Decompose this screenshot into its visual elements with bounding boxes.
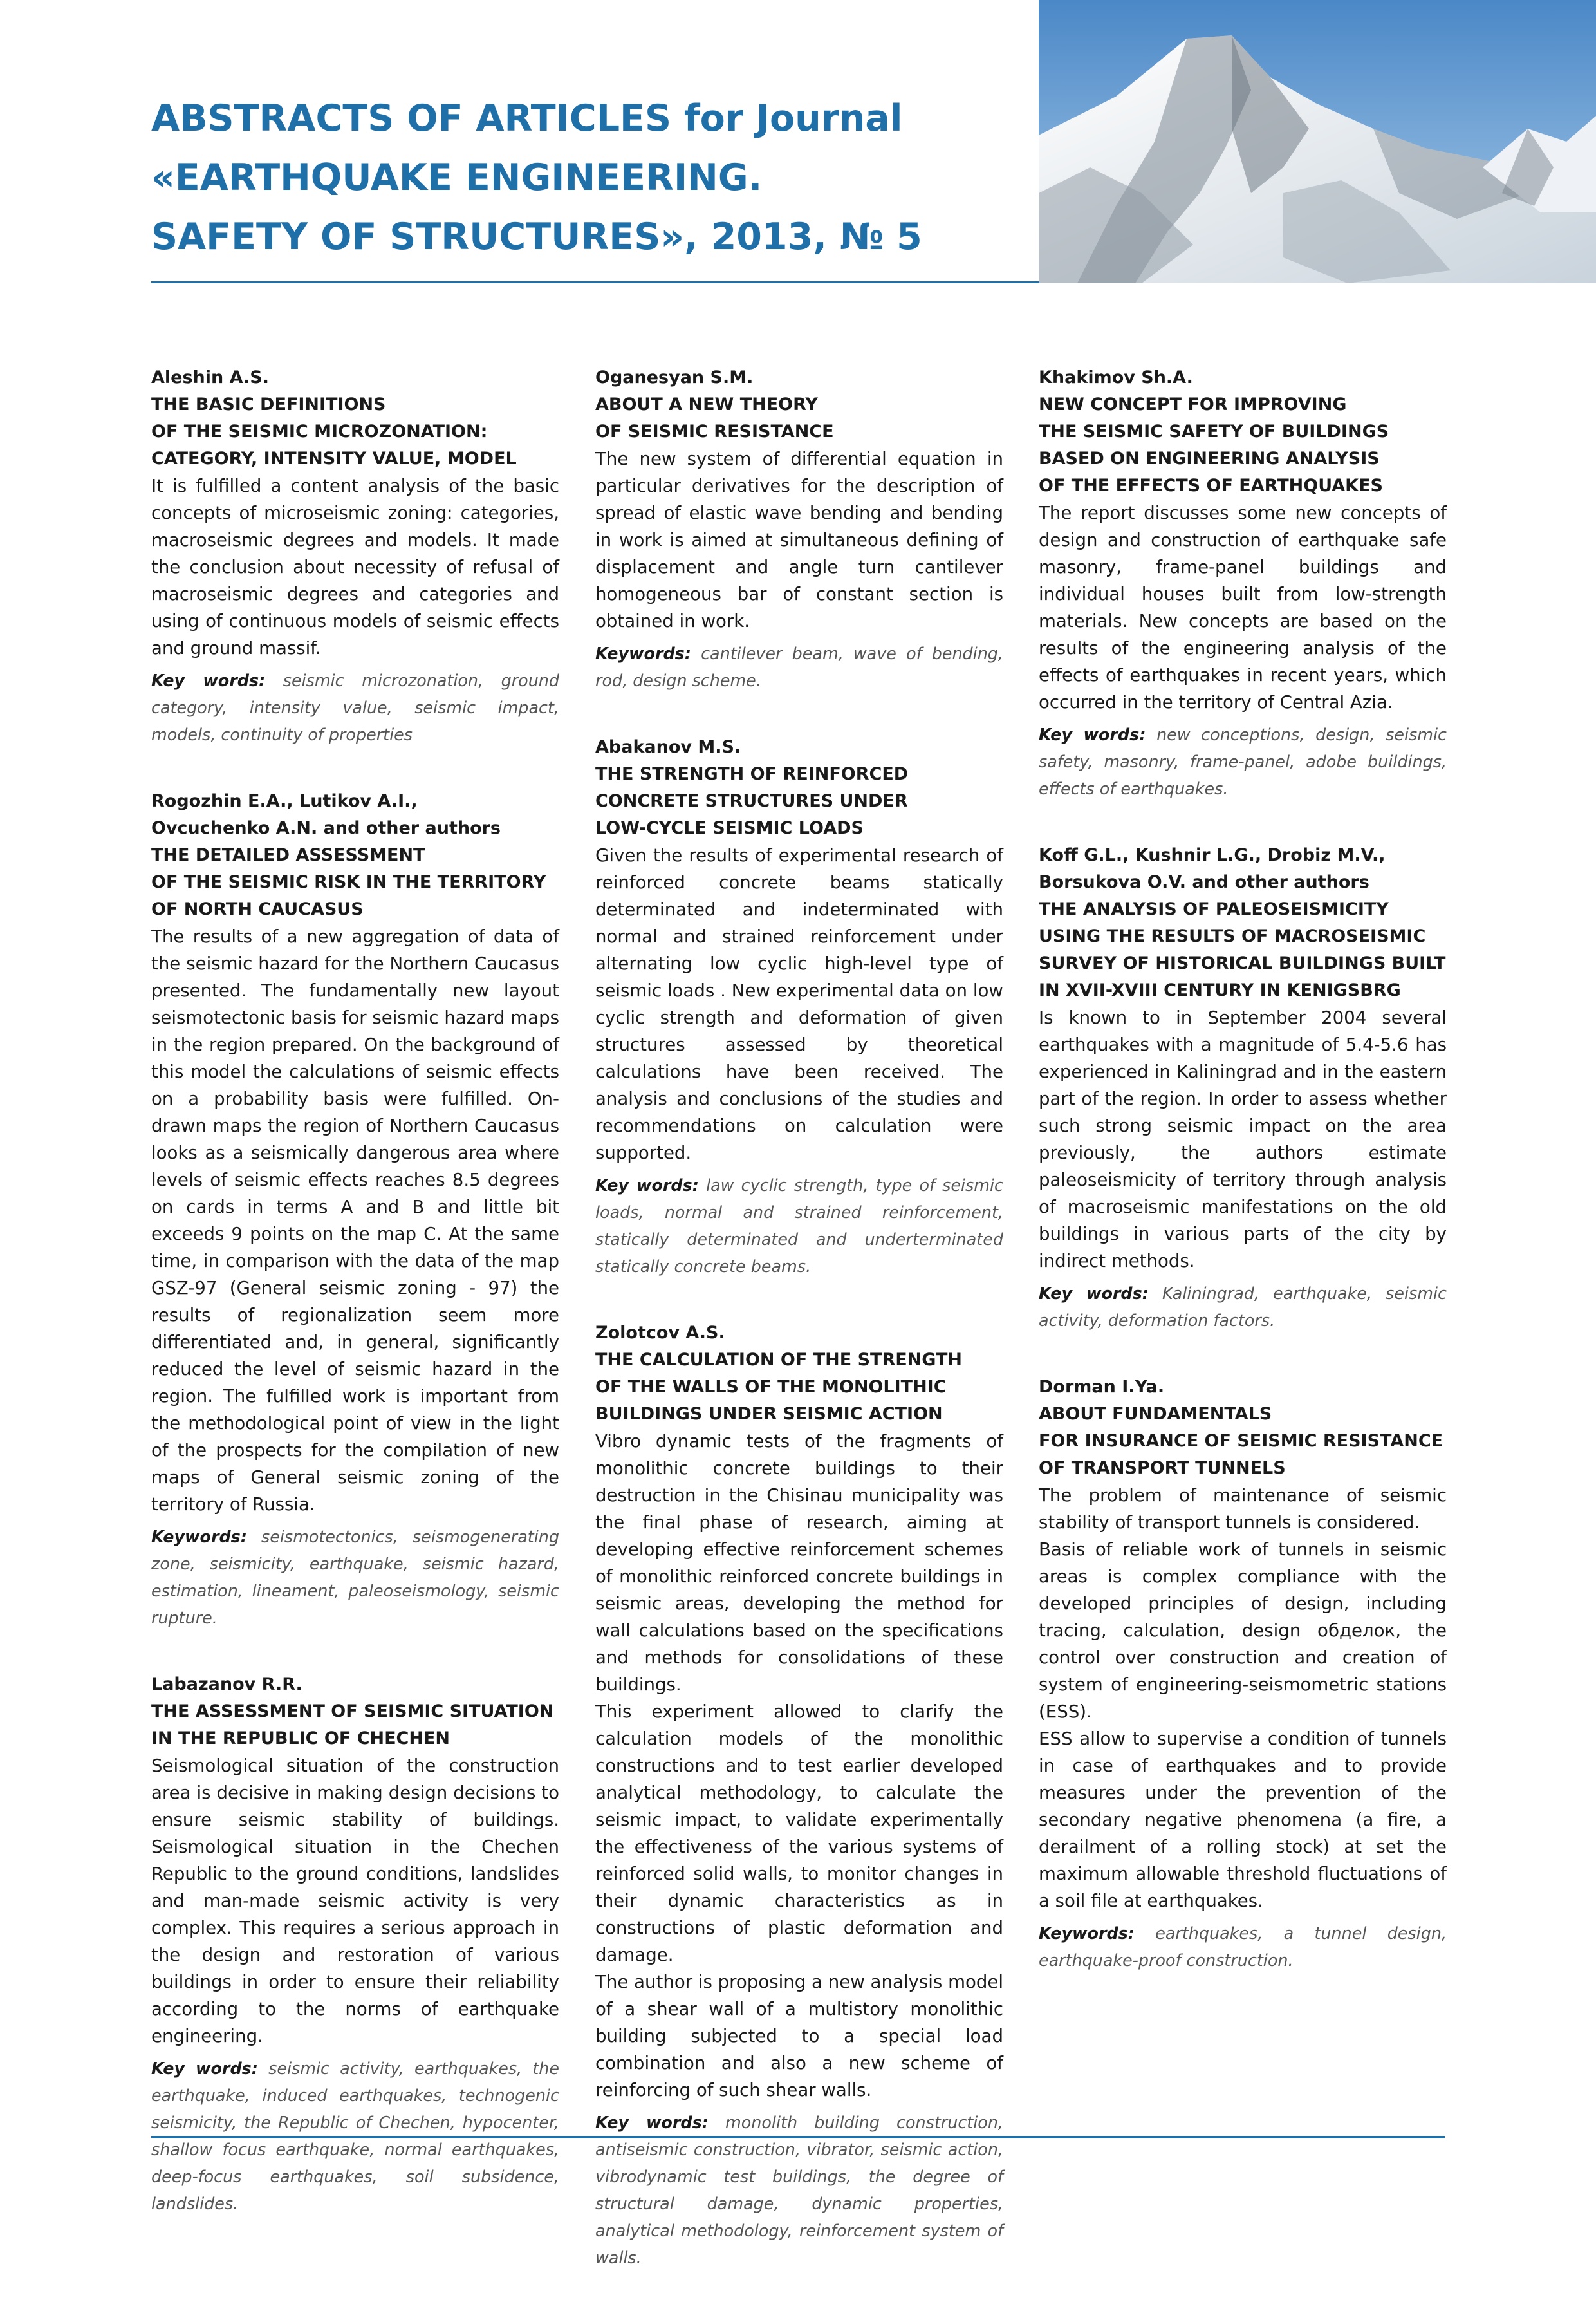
article xyxy=(151,364,559,748)
article-author: Khakimov Sh.A. xyxy=(1039,368,1193,388)
article xyxy=(1039,842,1447,1334)
column-1 xyxy=(151,364,559,2257)
article-keywords xyxy=(1039,1920,1447,1974)
keywords-text: new conceptions, design, seismic safety, masonry, frame-panel, adobe buildings, effects of earthquakes. xyxy=(1039,725,1447,798)
article-title xyxy=(151,391,559,472)
article-keywords xyxy=(151,667,559,748)
article-keywords xyxy=(595,2109,1003,2271)
article-title-line: THE BASIC DEFINITIONS xyxy=(151,395,386,415)
article xyxy=(1039,1374,1447,1974)
keywords-label: Keywords: xyxy=(1039,1923,1135,1943)
page-title-line: «EARTHQUAKE ENGINEERING. xyxy=(151,156,763,199)
header-divider xyxy=(151,281,1039,283)
article-keywords xyxy=(595,640,1003,694)
keywords-text: earthquakes, a tunnel design, earthquake-proof construction. xyxy=(1039,1923,1447,1970)
article-author xyxy=(151,788,559,842)
article-title-line: BUILDINGS UNDER SEISMIC ACTION xyxy=(595,1404,943,1424)
article-keywords xyxy=(1039,721,1447,802)
keywords-text: seismic microzonation, ground category, intensity value, seismic impact, models, continuity of properties xyxy=(151,671,560,744)
page-title xyxy=(151,89,1001,267)
article-abstract: The report discusses some new concepts of design and construction of earthquake safe masonry, frame-panel buildings and individual houses built from low-strength materials. New concepts are based on the results of the engineering analysis of the effects of earthquakes in recent years, which occurred in the territory of Central Azia. xyxy=(1039,502,1447,713)
mountain-image xyxy=(1039,0,1596,283)
keywords-text: seismotectonics, seismogenerating zone, seismicity, earthquake, seismic hazard, estimation, lineament, paleoseismology, seismic rupture. xyxy=(151,1527,559,1627)
article-keywords xyxy=(595,1172,1003,1280)
article-title-line: BASED ON ENGINEERING ANALYSIS xyxy=(1039,449,1380,469)
article-title-line: OF TRANSPORT TUNNELS xyxy=(1039,1458,1286,1478)
article-author: Dorman I.Ya. xyxy=(1039,1377,1165,1397)
article-title-line: THE ANALYSIS OF PALEOSEISMICITY xyxy=(1039,899,1389,919)
article-title-line: CATEGORY, INTENSITY VALUE, MODEL xyxy=(151,449,517,469)
article-author: Oganesyan S.M. xyxy=(595,368,754,388)
article-title-line: OF NORTH CAUCASUS xyxy=(151,899,364,919)
article-keywords xyxy=(1039,1280,1447,1334)
article-abstract: ESS allow to supervise a condition of tunnels in case of earthquakes and to provide measures under the prevention of the secondary negative phenomena (a fire, a derailment of a rolling stock) at set the maximum allowable threshold fluctuations of a soil file at earthquakes. xyxy=(1039,1728,1447,1911)
article-title-line: THE SEISMIC SAFETY OF BUILDINGS xyxy=(1039,422,1389,442)
page-title-line: SAFETY OF STRUCTURES», 2013, № 5 xyxy=(151,216,922,258)
article-abstract: This experiment allowed to clarify the calculation models of the monolithic constructions and to test earlier developed analytical methodology, to calculate the seismic impact, to validate experimentally the effectiveness of the various systems of reinforced solid walls, to monitor changes in their dynamic characteristics as in constructions of plastic deformation and damage. xyxy=(595,1701,1003,1965)
article xyxy=(595,734,1003,1280)
article-title xyxy=(1039,1401,1447,1482)
keywords-label: Key words: xyxy=(151,2059,258,2078)
article-author: Zolotcov A.S. xyxy=(595,1323,725,1343)
article-abstract: The problem of maintenance of seismic stability of transport tunnels is considered. xyxy=(1039,1484,1447,1533)
article-title-line: OF THE WALLS OF THE MONOLITHIC xyxy=(595,1377,947,1397)
article-title xyxy=(1039,896,1447,1004)
article-title xyxy=(595,391,1003,445)
article-title-line: FOR INSURANCE OF SEISMIC RESISTANCE xyxy=(1039,1431,1443,1451)
article-title-line: SURVEY OF HISTORICAL BUILDINGS BUILT xyxy=(1039,953,1446,973)
article-author: Abakanov M.S. xyxy=(595,737,741,757)
keywords-label: Key words: xyxy=(595,1175,699,1195)
article-title xyxy=(151,842,559,923)
keywords-text: law cyclic strength, type of seismic loads, normal and strained reinforcement, statically determinated and underterminated statically concrete beams. xyxy=(595,1175,1003,1276)
article-title xyxy=(595,1347,1003,1428)
article-title-line: ABOUT FUNDAMENTALS xyxy=(1039,1404,1272,1424)
article-title-line: OF THE SEISMIC RISK IN THE TERRITORY xyxy=(151,872,546,892)
article-abstract: Vibro dynamic tests of the fragments of monolithic concrete buildings to their destruction in the Chisinau municipality was the final phase of research, aiming at developing effective reinforcement schemes of monolithic reinforced concrete buildings in seismic areas, developing the method for wall calculations based on the specifications and methods for consolidations of these buildings. xyxy=(595,1430,1003,1695)
article-title-line: OF THE EFFECTS OF EARTHQUAKES xyxy=(1039,476,1383,496)
article xyxy=(595,364,1003,694)
article-abstract: The author is proposing a new analysis model of a shear wall of a multistory monolithic building subjected to a special load combination and also a new scheme of reinforcing of such shear walls. xyxy=(595,1971,1003,2100)
article-author-line: Borsukova O.V. and other authors xyxy=(1039,872,1369,892)
article-author-line: Rogozhin E.A., Lutikov A.I., xyxy=(151,791,418,811)
keywords-label: Key words: xyxy=(151,671,266,690)
article-author: Labazanov R.R. xyxy=(151,1674,302,1694)
keywords-text: Kaliningrad, earthquake, seismic activity, deformation factors. xyxy=(1039,1284,1447,1330)
article-abstract: It is fulfilled a content analysis of the basic concepts of microseismic zoning: categories, macroseismic degrees and models. It made the conclusion about necessity of refusal of macroseismic degrees and categories and using of continuous models of seismic effects and ground massif. xyxy=(151,475,559,659)
keywords-text: monolith building construction, antiseismic construction, vibrator, seismic action, vibrodynamic test buildings, the degree of structural damage, dynamic properties, analytical methodology, reinforcement system of walls. xyxy=(595,2113,1004,2267)
article-abstract: Given the results of experimental research of reinforced concrete beams statically determinated and indeterminated with normal and strained reinforcement under alternating low cyclic high-level type of seismic loads . New experimental data on low cyclic strength and deformation of given structures assessed by theoretical calculations have been received. The analysis and conclusions of the studies and recommendations on calculation were supported. xyxy=(595,845,1003,1163)
column-3 xyxy=(1039,364,1447,2014)
article-title-line: THE STRENGTH OF REINFORCED xyxy=(595,764,909,784)
article-title-line: IN XVII-XVIII CENTURY IN KENIGSBRG xyxy=(1039,980,1401,1000)
article-abstract: The results of a new aggregation of data of the seismic hazard for the Northern Caucasus presented. The fundamentally new layout seismotectonic basis for seismic hazard maps in the region prepared. On the background of this model the calculations of seismic effects on a probability basis were fulfilled. On-drawn maps the region of Northern Caucasus looks as a seismically dangerous area where levels of seismic effects reaches 8.5 degrees on cards in terms A and B and little bit exceeds 9 points on the map C. At the same time, in comparison with the data of the map GSZ-97 (General seismic zoning - 97) the results of regionalization seem more differentiated and, in general, significantly reduced the level of seismic hazard in the region. The fulfilled work is important from the methodological point of view in the light of the prospects for the compilation of new maps of General seismic zoning of the territory of Russia. xyxy=(151,926,559,1515)
article-title-line: OF THE SEISMIC MICROZONATION: xyxy=(151,422,488,442)
keywords-text: cantilever beam, wave of bending, rod, design scheme. xyxy=(595,644,1003,690)
keywords-label: Key words: xyxy=(1039,725,1146,744)
article-title-line: THE ASSESSMENT OF SEISMIC SITUATION xyxy=(151,1701,554,1721)
article-title-line: NEW CONCEPT FOR IMPROVING xyxy=(1039,395,1347,415)
article xyxy=(595,1320,1003,2271)
keywords-text: seismic activity, earthquakes, the earthquake, induced earthquakes, technogenic seismicity, the Republic of Chechen, hypocenter, shallow focus earthquake, normal earthquakes, deep-focus earthquakes, soil subsidence, landslides. xyxy=(151,2059,559,2213)
article-author xyxy=(1039,842,1447,896)
article-abstract: Seismological situation of the construction area is decisive in making design decisions to ensure seismic stability of buildings. Seismological situation in the Chechen Republic to the ground conditions, landslides and man-made seismic activity is very complex. This requires a serious approach in the design and restoration of various buildings in order to ensure their reliability according to the norms of earthquake engineering. xyxy=(151,1755,559,2046)
article-title xyxy=(595,761,1003,842)
article-author-line: Koff G.L., Kushnir L.G., Drobiz M.V., xyxy=(1039,845,1386,865)
article-title-line: OF SEISMIC RESISTANCE xyxy=(595,422,834,442)
mountain-illustration xyxy=(1039,0,1596,283)
article-title-line: IN THE REPUBLIC OF CHECHEN xyxy=(151,1728,450,1748)
article-keywords xyxy=(151,1523,559,1631)
article-author-line: Ovcuchenko A.N. and other authors xyxy=(151,818,501,838)
article-title-line: LOW-CYCLE SEISMIC LOADS xyxy=(595,818,864,838)
article-abstract: Basis of reliable work of tunnels in seismic areas is complex compliance with the developed principles of design, including tracing, calculation, design обделок, the control over construction and creation of system of engineering-seismometric stations (ESS). xyxy=(1039,1539,1447,1722)
article-title-line: THE CALCULATION OF THE STRENGTH xyxy=(595,1350,962,1370)
page-title-line: ABSTRACTS OF ARTICLES for Journal xyxy=(151,97,903,140)
footer-divider xyxy=(151,2136,1445,2138)
article-abstract: The new system of differential equation in particular derivatives for the description of spread of elastic wave bending and bending in work is aimed at simultaneous defining of displacement and angle turn cantilever homogeneous bar of constant section is obtained in work. xyxy=(595,448,1003,632)
article-title-line: USING THE RESULTS OF MACROSEISMIC xyxy=(1039,926,1426,946)
keywords-label: Keywords: xyxy=(595,644,691,663)
article xyxy=(151,788,559,1631)
article-abstract: Is known to in September 2004 several earthquakes with a magnitude of 5.4-5.6 has experienced in Kaliningrad and in the eastern part of the region. In order to assess whether such strong seismic impact on the area previously, the authors estimate paleoseismicity of territory through analysis of macroseismic manifestations on the old buildings in various parts of the city by indirect methods. xyxy=(1039,1007,1447,1271)
article xyxy=(1039,364,1447,802)
article-title-line: ABOUT A NEW THEORY xyxy=(595,395,818,415)
article-title xyxy=(151,1698,559,1752)
article xyxy=(151,1671,559,2217)
article-author: Aleshin A.S. xyxy=(151,368,269,388)
keywords-label: Keywords: xyxy=(151,1527,247,1546)
keywords-label: Key words: xyxy=(595,2113,709,2132)
column-2 xyxy=(595,364,1003,2311)
article-title xyxy=(1039,391,1447,500)
article-title-line: CONCRETE STRUCTURES UNDER xyxy=(595,791,908,811)
article-title-line: THE DETAILED ASSESSMENT xyxy=(151,845,425,865)
keywords-label: Key words: xyxy=(1039,1284,1149,1303)
